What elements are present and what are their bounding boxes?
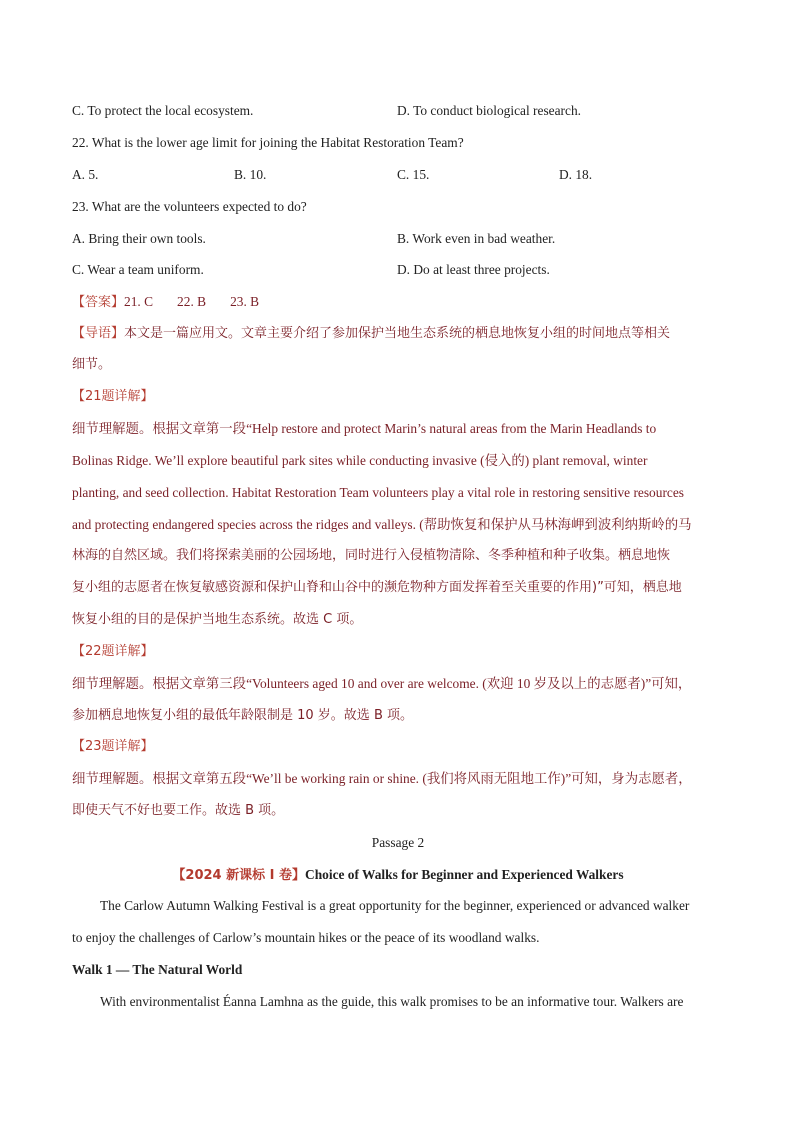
passage2-title: Choice of Walks for Beginner and Experienced Walkers: [305, 867, 624, 882]
detail22-heading: 【22题详解】: [72, 644, 154, 659]
walk1-line-1: With environmentalist Éanna Lamhna as the guide, this walk promises to be an informative tour. Walkers are: [100, 994, 684, 1009]
detail23-line-1: 细节理解题。根据文章第五段“We’ll be working rain or shine. (我们将风雨无阻地工作)”可知，身为志愿者，: [72, 771, 692, 786]
detail21-line-4: and protecting endangered species across the ridges and valleys. (帮助恢复和保护从马林海岬到波利纳斯岭的马: [72, 517, 692, 532]
guide-line-2: 细节。: [72, 357, 112, 372]
q22-question: 22. What is the lower age limit for joining the Habitat Restoration Team?: [72, 135, 464, 150]
detail23-line-2: 即使天气不好也要工作。故选 B 项。: [72, 803, 285, 818]
guide-text-1: 本文是一篇应用文。文章主要介绍了参加保护当地生态系统的栖息地恢复小组的时间地点等相关: [124, 326, 671, 341]
passage2-title-line: [72, 865, 724, 886]
detail21-line-6: 复小组的志愿者在恢复敏感资源和保护山脊和山谷中的濒危物种方面发挥着至关重要的作用)”可知，栖息地: [72, 580, 682, 595]
q23-option-c: C. Wear a team uniform.: [72, 262, 204, 277]
detail22-line-2: 参加栖息地恢复小组的最低年龄限制是 10 岁。故选 B 项。: [72, 708, 413, 723]
q22-option-b: B. 10.: [234, 167, 267, 182]
q23-option-b: B. Work even in bad weather.: [397, 231, 556, 246]
detail21-line-7: 恢复小组的目的是保护当地生态系统。故选 C 项。: [72, 612, 363, 627]
detail22-line-1: 细节理解题。根据文章第三段“Volunteers aged 10 and over are welcome. (欢迎 10 岁及以上的志愿者)”可知，: [72, 676, 692, 691]
answer-23: 23. B: [230, 294, 260, 309]
q22-option-c: C. 15.: [397, 167, 430, 182]
detail21-line-5: 林海的自然区域。我们将探索美丽的公园场地，同时进行入侵植物清除、冬季种植和种子收集。栖息地恢: [72, 548, 671, 563]
q23-option-a: A. Bring their own tools.: [72, 231, 206, 246]
detail21-line-2: Bolinas Ridge. We’ll explore beautiful park sites while conducting invasive (侵入的) plant removal, winter: [72, 453, 648, 468]
answer-label: 【答案】: [72, 295, 125, 310]
answer-line: [72, 292, 259, 313]
passage2-label: Passage 2: [371, 835, 425, 850]
q23-question: 23. What are the volunteers expected to do?: [72, 199, 307, 214]
answer-22: 22. B: [177, 294, 207, 309]
detail23-heading: 【23题详解】: [72, 739, 154, 754]
q21-option-c: C. To protect the local ecosystem.: [72, 103, 254, 118]
guide-label: 【导语】: [72, 326, 125, 341]
guide-line-1: [72, 324, 670, 344]
q23-option-d: D. Do at least three projects.: [397, 262, 550, 277]
q22-option-d: D. 18.: [559, 167, 593, 182]
detail21-line-1: 细节理解题。根据文章第一段“Help restore and protect Marin’s natural areas from the Marin Headlands to: [72, 421, 657, 436]
q22-option-a: A. 5.: [72, 167, 99, 182]
answer-21: 21. C: [124, 294, 154, 309]
passage2-intro-line-2: to enjoy the challenges of Carlow’s mountain hikes or the peace of its woodland walks.: [72, 930, 540, 945]
q21-option-d: D. To conduct biological research.: [397, 103, 581, 118]
walk1-title: Walk 1 — The Natural World: [72, 962, 243, 977]
detail21-heading: 【21题详解】: [72, 389, 154, 404]
passage2-source: 【2024 新课标 I 卷】: [172, 868, 306, 883]
detail21-line-3: planting, and seed collection. Habitat Restoration Team volunteers play a vital role in restoring sensitive resources: [72, 485, 685, 500]
passage2-intro-line-1: The Carlow Autumn Walking Festival is a great opportunity for the beginner, experienced or advanced walker: [100, 898, 690, 913]
